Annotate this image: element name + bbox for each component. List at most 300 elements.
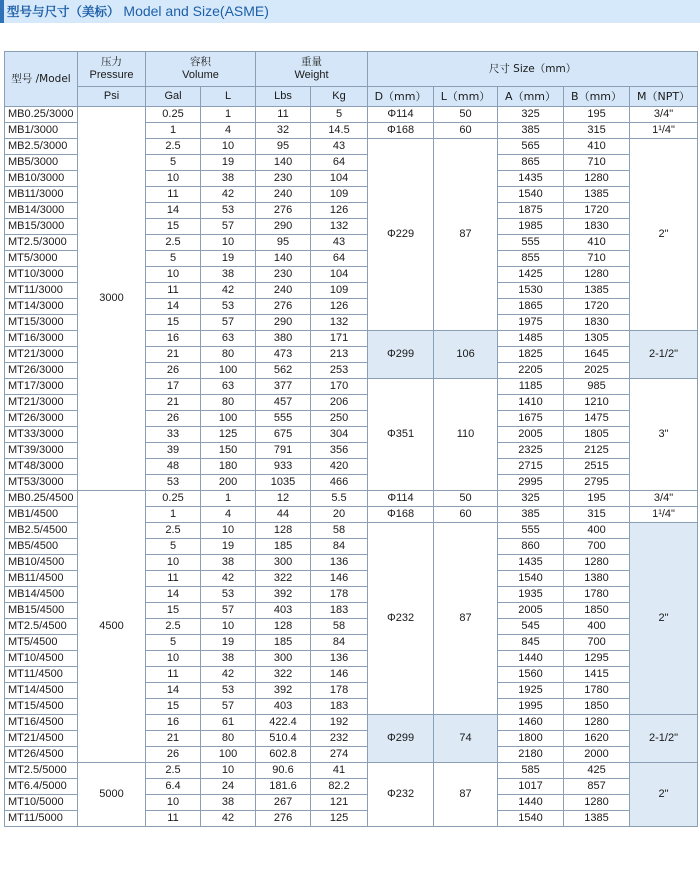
cell-kg: 232: [311, 731, 368, 747]
cell-l: 19: [201, 539, 256, 555]
cell-kg: 43: [311, 139, 368, 155]
cell-l: 1: [201, 491, 256, 507]
cell-a: 1485: [498, 331, 564, 347]
cell-model: MB1/3000: [5, 123, 78, 139]
cell-gal: 2.5: [146, 619, 201, 635]
cell-b: 315: [564, 507, 630, 523]
cell-model: MT21/3000: [5, 347, 78, 363]
cell-l: 38: [201, 651, 256, 667]
cell-model: MB0.25/4500: [5, 491, 78, 507]
cell-lbs: 933: [256, 459, 311, 475]
cell-l-mm: 60: [434, 507, 498, 523]
cell-b: 1830: [564, 219, 630, 235]
header-lbs: Lbs: [256, 87, 311, 107]
cell-a: 1865: [498, 299, 564, 315]
cell-l: 42: [201, 667, 256, 683]
cell-b: 1280: [564, 715, 630, 731]
cell-a: 2325: [498, 443, 564, 459]
cell-l-mm: 87: [434, 139, 498, 331]
cell-lbs: 675: [256, 427, 311, 443]
cell-d: Φ299: [368, 715, 434, 763]
cell-b: 2125: [564, 443, 630, 459]
cell-lbs: 95: [256, 139, 311, 155]
cell-lbs: 300: [256, 555, 311, 571]
cell-l: 42: [201, 187, 256, 203]
cell-model: MB5/4500: [5, 539, 78, 555]
cell-m: 2": [630, 523, 698, 715]
cell-gal: 1: [146, 123, 201, 139]
cell-m: 3/4": [630, 107, 698, 123]
cell-model: MT10/3000: [5, 267, 78, 283]
cell-kg: 104: [311, 171, 368, 187]
cell-kg: 126: [311, 299, 368, 315]
cell-a: 585: [498, 763, 564, 779]
cell-m: 2-1/2": [630, 715, 698, 763]
cell-a: 865: [498, 155, 564, 171]
cell-kg: 466: [311, 475, 368, 491]
cell-model: MT21/3000: [5, 395, 78, 411]
cell-lbs: 12: [256, 491, 311, 507]
cell-a: 565: [498, 139, 564, 155]
cell-pressure: 5000: [78, 763, 146, 827]
cell-lbs: 290: [256, 315, 311, 331]
cell-l-mm: 74: [434, 715, 498, 763]
cell-lbs: 403: [256, 603, 311, 619]
cell-l: 4: [201, 507, 256, 523]
cell-pressure: 4500: [78, 491, 146, 763]
cell-b: 2515: [564, 459, 630, 475]
title-chinese: 型号与尺寸（美标）: [7, 4, 120, 19]
cell-lbs: 128: [256, 523, 311, 539]
cell-lbs: 44: [256, 507, 311, 523]
cell-model: MT5/4500: [5, 635, 78, 651]
cell-lbs: 128: [256, 619, 311, 635]
cell-kg: 20: [311, 507, 368, 523]
cell-d: Φ232: [368, 523, 434, 715]
cell-a: 1995: [498, 699, 564, 715]
cell-kg: 5: [311, 107, 368, 123]
cell-lbs: 185: [256, 539, 311, 555]
cell-lbs: 181.6: [256, 779, 311, 795]
cell-d: Φ114: [368, 107, 434, 123]
cell-a: 2205: [498, 363, 564, 379]
cell-model: MT17/3000: [5, 379, 78, 395]
header-weight: 重量 Weight: [256, 52, 368, 87]
cell-gal: 2.5: [146, 763, 201, 779]
cell-lbs: 457: [256, 395, 311, 411]
cell-lbs: 510.4: [256, 731, 311, 747]
cell-gal: 5: [146, 155, 201, 171]
cell-b: 195: [564, 491, 630, 507]
cell-model: MB2.5/4500: [5, 523, 78, 539]
cell-kg: 183: [311, 603, 368, 619]
cell-model: MT11/4500: [5, 667, 78, 683]
cell-l: 19: [201, 251, 256, 267]
cell-lbs: 276: [256, 811, 311, 827]
cell-b: 1280: [564, 267, 630, 283]
cell-gal: 5: [146, 539, 201, 555]
header-size: 尺寸 Size（mm）: [368, 52, 698, 87]
cell-gal: 6.4: [146, 779, 201, 795]
cell-d: Φ299: [368, 331, 434, 379]
cell-l: 10: [201, 139, 256, 155]
cell-a: 555: [498, 235, 564, 251]
cell-a: 555: [498, 523, 564, 539]
cell-gal: 26: [146, 363, 201, 379]
cell-a: 1675: [498, 411, 564, 427]
cell-a: 855: [498, 251, 564, 267]
cell-l: 10: [201, 523, 256, 539]
cell-lbs: 1035: [256, 475, 311, 491]
cell-a: 2005: [498, 427, 564, 443]
cell-lbs: 791: [256, 443, 311, 459]
cell-lbs: 380: [256, 331, 311, 347]
cell-model: MB14/3000: [5, 203, 78, 219]
cell-model: MB15/3000: [5, 219, 78, 235]
cell-gal: 17: [146, 379, 201, 395]
cell-gal: 10: [146, 555, 201, 571]
cell-l: 38: [201, 555, 256, 571]
cell-gal: 2.5: [146, 139, 201, 155]
cell-model: MT26/4500: [5, 747, 78, 763]
cell-l: 61: [201, 715, 256, 731]
cell-b: 1385: [564, 811, 630, 827]
cell-b: 1620: [564, 731, 630, 747]
cell-kg: 250: [311, 411, 368, 427]
spec-table-body: [5, 107, 698, 827]
cell-d: Φ168: [368, 507, 434, 523]
cell-l-mm: 106: [434, 331, 498, 379]
cell-model: MT10/5000: [5, 795, 78, 811]
table-row: [5, 763, 698, 779]
cell-a: 545: [498, 619, 564, 635]
cell-gal: 33: [146, 427, 201, 443]
cell-kg: 109: [311, 187, 368, 203]
cell-b: 1475: [564, 411, 630, 427]
cell-kg: 126: [311, 203, 368, 219]
cell-a: 1410: [498, 395, 564, 411]
cell-kg: 178: [311, 683, 368, 699]
cell-model: MT10/4500: [5, 651, 78, 667]
cell-m: 2": [630, 139, 698, 331]
cell-kg: 14.5: [311, 123, 368, 139]
cell-b: 1280: [564, 171, 630, 187]
cell-b: 1720: [564, 203, 630, 219]
cell-gal: 48: [146, 459, 201, 475]
cell-kg: 5.5: [311, 491, 368, 507]
header-l: L: [201, 87, 256, 107]
table-row: [5, 491, 698, 507]
cell-lbs: 32: [256, 123, 311, 139]
cell-lbs: 602.8: [256, 747, 311, 763]
cell-gal: 10: [146, 267, 201, 283]
cell-gal: 1: [146, 507, 201, 523]
cell-l: 10: [201, 763, 256, 779]
cell-model: MT2.5/4500: [5, 619, 78, 635]
cell-a: 1800: [498, 731, 564, 747]
cell-gal: 21: [146, 731, 201, 747]
cell-lbs: 322: [256, 571, 311, 587]
cell-kg: 136: [311, 555, 368, 571]
cell-lbs: 555: [256, 411, 311, 427]
cell-b: 400: [564, 523, 630, 539]
cell-l: 53: [201, 299, 256, 315]
cell-lbs: 276: [256, 299, 311, 315]
cell-gal: 2.5: [146, 523, 201, 539]
cell-l: 4: [201, 123, 256, 139]
cell-a: 1460: [498, 715, 564, 731]
cell-gal: 21: [146, 347, 201, 363]
title-english: Model and Size(ASME): [123, 3, 269, 19]
header-volume: 容积 Volume: [146, 52, 256, 87]
cell-a: 1425: [498, 267, 564, 283]
cell-b: 1280: [564, 795, 630, 811]
cell-model: MT14/3000: [5, 299, 78, 315]
cell-l: 57: [201, 315, 256, 331]
cell-l: 42: [201, 811, 256, 827]
page-title: [7, 2, 269, 21]
cell-l-mm: 60: [434, 123, 498, 139]
cell-b: 857: [564, 779, 630, 795]
cell-l: 100: [201, 747, 256, 763]
cell-d: Φ232: [368, 763, 434, 827]
cell-b: 700: [564, 635, 630, 651]
cell-model: MT11/3000: [5, 283, 78, 299]
cell-model: MB10/4500: [5, 555, 78, 571]
cell-l: 80: [201, 347, 256, 363]
cell-l: 63: [201, 379, 256, 395]
cell-lbs: 267: [256, 795, 311, 811]
cell-gal: 16: [146, 715, 201, 731]
cell-b: 1780: [564, 683, 630, 699]
header-model: 型号 /Model: [5, 52, 78, 107]
cell-l: 38: [201, 795, 256, 811]
cell-lbs: 240: [256, 187, 311, 203]
cell-model: MT5/3000: [5, 251, 78, 267]
cell-gal: 15: [146, 699, 201, 715]
cell-model: MB10/3000: [5, 171, 78, 187]
cell-a: 325: [498, 107, 564, 123]
cell-model: MT14/4500: [5, 683, 78, 699]
cell-b: 1780: [564, 587, 630, 603]
table-row: [5, 107, 698, 123]
cell-l-mm: 110: [434, 379, 498, 491]
header-psi: Psi: [78, 87, 146, 107]
header-m-npt: M（NPT）: [630, 87, 698, 107]
cell-lbs: 392: [256, 587, 311, 603]
cell-model: MT15/3000: [5, 315, 78, 331]
cell-lbs: 377: [256, 379, 311, 395]
cell-gal: 10: [146, 651, 201, 667]
cell-l: 24: [201, 779, 256, 795]
cell-b: 1295: [564, 651, 630, 667]
cell-a: 1935: [498, 587, 564, 603]
cell-kg: 178: [311, 587, 368, 603]
cell-model: MT53/3000: [5, 475, 78, 491]
cell-kg: 183: [311, 699, 368, 715]
cell-b: 710: [564, 251, 630, 267]
cell-l: 180: [201, 459, 256, 475]
cell-pressure: 3000: [78, 107, 146, 491]
cell-a: 2180: [498, 747, 564, 763]
cell-a: 845: [498, 635, 564, 651]
cell-l: 19: [201, 635, 256, 651]
cell-l: 38: [201, 171, 256, 187]
cell-l: 80: [201, 731, 256, 747]
cell-lbs: 90.6: [256, 763, 311, 779]
cell-a: 1440: [498, 795, 564, 811]
cell-lbs: 290: [256, 219, 311, 235]
cell-b: 1805: [564, 427, 630, 443]
cell-b: 425: [564, 763, 630, 779]
cell-gal: 5: [146, 635, 201, 651]
cell-d: Φ229: [368, 139, 434, 331]
cell-d: Φ351: [368, 379, 434, 491]
cell-kg: 104: [311, 267, 368, 283]
header-a-mm: A（mm）: [498, 87, 564, 107]
cell-model: MT26/3000: [5, 411, 78, 427]
cell-gal: 10: [146, 795, 201, 811]
cell-lbs: 473: [256, 347, 311, 363]
cell-kg: 125: [311, 811, 368, 827]
cell-a: 2995: [498, 475, 564, 491]
header-b-mm: B（mm）: [564, 87, 630, 107]
cell-kg: 170: [311, 379, 368, 395]
cell-b: 1305: [564, 331, 630, 347]
cell-l: 57: [201, 603, 256, 619]
cell-l: 150: [201, 443, 256, 459]
cell-d: Φ114: [368, 491, 434, 507]
cell-model: MT11/5000: [5, 811, 78, 827]
cell-model: MB5/3000: [5, 155, 78, 171]
cell-b: 710: [564, 155, 630, 171]
cell-b: 1385: [564, 187, 630, 203]
cell-a: 1540: [498, 571, 564, 587]
cell-b: 315: [564, 123, 630, 139]
cell-a: 1440: [498, 651, 564, 667]
cell-model: MT2.5/5000: [5, 763, 78, 779]
cell-gal: 15: [146, 219, 201, 235]
cell-kg: 146: [311, 571, 368, 587]
cell-lbs: 240: [256, 283, 311, 299]
cell-m: 3": [630, 379, 698, 491]
cell-l: 63: [201, 331, 256, 347]
cell-gal: 26: [146, 747, 201, 763]
cell-a: 385: [498, 507, 564, 523]
cell-m: 1¹/4": [630, 123, 698, 139]
cell-l: 10: [201, 619, 256, 635]
cell-gal: 16: [146, 331, 201, 347]
cell-kg: 109: [311, 283, 368, 299]
cell-l-mm: 50: [434, 107, 498, 123]
cell-gal: 53: [146, 475, 201, 491]
cell-l: 200: [201, 475, 256, 491]
cell-a: 1017: [498, 779, 564, 795]
cell-b: 1850: [564, 699, 630, 715]
cell-b: 1850: [564, 603, 630, 619]
cell-model: MT16/4500: [5, 715, 78, 731]
cell-model: MB14/4500: [5, 587, 78, 603]
cell-l: 38: [201, 267, 256, 283]
cell-lbs: 230: [256, 171, 311, 187]
cell-kg: 84: [311, 635, 368, 651]
cell-lbs: 140: [256, 155, 311, 171]
cell-model: MT15/4500: [5, 699, 78, 715]
cell-model: MT21/4500: [5, 731, 78, 747]
cell-b: 1830: [564, 315, 630, 331]
cell-lbs: 140: [256, 251, 311, 267]
cell-b: 400: [564, 619, 630, 635]
cell-kg: 206: [311, 395, 368, 411]
cell-model: MT48/3000: [5, 459, 78, 475]
cell-kg: 136: [311, 651, 368, 667]
cell-l-mm: 50: [434, 491, 498, 507]
cell-a: 1540: [498, 811, 564, 827]
cell-lbs: 562: [256, 363, 311, 379]
header-l-mm: L（mm）: [434, 87, 498, 107]
header-d-mm: D（mm）: [368, 87, 434, 107]
cell-gal: 11: [146, 283, 201, 299]
cell-gal: 0.25: [146, 491, 201, 507]
cell-b: 1210: [564, 395, 630, 411]
cell-b: 985: [564, 379, 630, 395]
cell-kg: 253: [311, 363, 368, 379]
cell-b: 2795: [564, 475, 630, 491]
cell-a: 1435: [498, 171, 564, 187]
cell-b: 1280: [564, 555, 630, 571]
cell-gal: 39: [146, 443, 201, 459]
cell-kg: 171: [311, 331, 368, 347]
cell-lbs: 95: [256, 235, 311, 251]
cell-model: MB1/4500: [5, 507, 78, 523]
cell-a: 1540: [498, 187, 564, 203]
cell-a: 325: [498, 491, 564, 507]
cell-lbs: 185: [256, 635, 311, 651]
cell-l: 100: [201, 411, 256, 427]
cell-b: 1720: [564, 299, 630, 315]
cell-gal: 15: [146, 315, 201, 331]
cell-gal: 11: [146, 571, 201, 587]
cell-gal: 11: [146, 811, 201, 827]
cell-gal: 15: [146, 603, 201, 619]
cell-l: 125: [201, 427, 256, 443]
cell-kg: 132: [311, 219, 368, 235]
cell-a: 1975: [498, 315, 564, 331]
cell-model: MB11/4500: [5, 571, 78, 587]
cell-kg: 121: [311, 795, 368, 811]
cell-b: 195: [564, 107, 630, 123]
cell-kg: 58: [311, 523, 368, 539]
cell-l: 10: [201, 235, 256, 251]
cell-gal: 11: [146, 187, 201, 203]
cell-lbs: 403: [256, 699, 311, 715]
cell-l: 42: [201, 571, 256, 587]
cell-b: 2025: [564, 363, 630, 379]
cell-l-mm: 87: [434, 763, 498, 827]
cell-kg: 192: [311, 715, 368, 731]
cell-lbs: 276: [256, 203, 311, 219]
cell-b: 410: [564, 139, 630, 155]
cell-a: 385: [498, 123, 564, 139]
cell-gal: 0.25: [146, 107, 201, 123]
cell-gal: 5: [146, 251, 201, 267]
header-gal: Gal: [146, 87, 201, 107]
cell-d: Φ168: [368, 123, 434, 139]
title-bar: [0, 0, 700, 23]
cell-a: 1925: [498, 683, 564, 699]
cell-a: 1185: [498, 379, 564, 395]
cell-b: 1645: [564, 347, 630, 363]
